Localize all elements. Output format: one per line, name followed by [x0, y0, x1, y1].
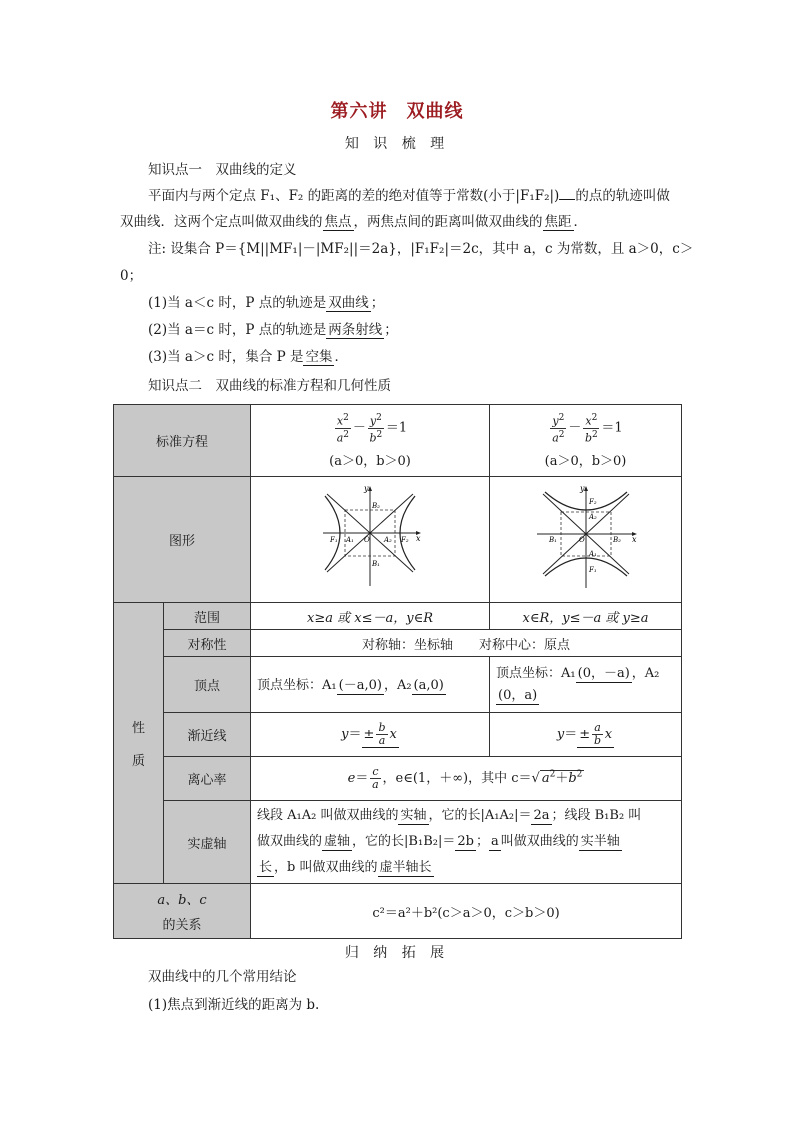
- row-relation: [114, 884, 682, 939]
- equation-formula: $\frac{x^2}{a^2}$ － $\frac{y^2}{b^2}$ ＝1: [336, 412, 408, 445]
- equation-vertical: [490, 405, 682, 477]
- row-eccentricity: [114, 757, 682, 801]
- svg-text:A₁: A₁: [588, 549, 597, 558]
- case-text: ；: [384, 322, 398, 338]
- axes-text: ，b 叫做双曲线的: [274, 860, 378, 875]
- conclusion-heading: 双曲线中的几个常用结论: [148, 969, 297, 985]
- svg-text:B₂: B₂: [612, 535, 621, 544]
- svg-text:O: O: [364, 535, 370, 544]
- axes-text: ；: [475, 834, 489, 849]
- case-text: (2)当 a＝c 时，P 点的轨迹是: [148, 322, 327, 338]
- fraction-x2-b2: $\frac{x^2}{b^2}$: [584, 412, 598, 445]
- case-text: (1)当 a＜c 时，P 点的轨迹是: [148, 295, 327, 311]
- blank-case-3: 空集: [305, 349, 333, 365]
- blank-imaginary-axis: 虚轴: [324, 834, 351, 849]
- blank-semi-imaginary-axis: 虚半轴长: [379, 860, 432, 875]
- blank-asymptote: ± $\frac{a}{b}$ x: [579, 720, 613, 747]
- axes-text: ，它的长|A₁A₂|＝: [428, 808, 532, 823]
- vertex-text: ，A₂: [631, 665, 660, 681]
- range-vertical: x∈R，y≤－a 或 y≥a: [490, 603, 682, 630]
- vertex-text: 顶点坐标：A₁: [257, 678, 337, 693]
- axes-description: [251, 801, 682, 884]
- page-title: 第六讲 双曲线: [330, 101, 464, 122]
- label-standard-equation: 标准方程: [114, 405, 251, 477]
- fraction-y2-a2: $\frac{y^2}{a^2}$: [552, 412, 565, 445]
- blank-focal-distance: 焦距: [544, 214, 572, 230]
- row-range: [114, 603, 682, 630]
- definition-line-1: [148, 186, 708, 206]
- hyperbola-vertical-figure: [531, 484, 641, 592]
- svg-text:B₁: B₁: [548, 535, 557, 544]
- row-asymptote: [114, 713, 682, 757]
- kp2-heading: 知识点二 双曲线的标准方程和几何性质: [148, 378, 391, 394]
- blank-asymptote: ± $\frac{b}{a}$ x: [363, 720, 397, 747]
- svg-text:F₂: F₂: [401, 535, 409, 544]
- asymptote-vertical: y＝ ± $\frac{a}{b}$ x: [490, 713, 682, 757]
- blank-a: a: [490, 834, 499, 849]
- section-heading-knowledge: 知 识 梳 理: [344, 136, 450, 152]
- svg-text:A₂: A₂: [588, 512, 597, 521]
- definition-text: 双曲线．这两个定点叫做双曲线的: [120, 214, 323, 230]
- svg-text:A₂: A₂: [384, 535, 392, 544]
- fraction-y2-b2: $\frac{y^2}{b^2}$: [369, 412, 383, 445]
- section-heading-extension: 归 纳 拓 展: [344, 945, 450, 961]
- svg-text:x: x: [416, 533, 421, 543]
- label-graph: 图形: [114, 477, 251, 603]
- blank-semi-real-axis: 实半轴: [580, 834, 620, 849]
- svg-text:B₂: B₂: [372, 501, 380, 510]
- conclusion-1: (1)焦点到渐近线的距离为 b.: [148, 997, 320, 1013]
- label-relation-line1: a、b、c: [157, 893, 207, 908]
- case-text: (3)当 a＞c 时，集合 P 是: [148, 349, 304, 365]
- svg-text:F₁: F₁: [330, 535, 338, 544]
- blank-focus: 焦点: [324, 214, 352, 230]
- range-horizontal: x≥a 或 x≤－a，y∈R: [251, 603, 490, 630]
- equation-tail: ＝1: [385, 420, 408, 436]
- relation-value: c²＝a²＋b²(c＞a＞0，c＞b＞0): [251, 884, 682, 939]
- definition-text: ，两焦点间的距离叫做双曲线的: [353, 214, 543, 230]
- blank-real-axis-length: 2a: [533, 808, 550, 823]
- axes-text: 叫做双曲线的: [500, 834, 579, 849]
- row-graph: [114, 477, 682, 603]
- axes-text: 线段 A₁A₂ 叫做双曲线的: [257, 808, 399, 823]
- svg-text:A₁: A₁: [346, 535, 354, 544]
- properties-table: [113, 404, 682, 939]
- blank-line: [559, 199, 575, 200]
- label-relation-line2: 的关系: [162, 918, 202, 933]
- blank-real-axis: 实轴: [400, 808, 427, 823]
- case-3: [148, 347, 708, 367]
- definition-text: 平面内与两个定点 F₁、F₂ 的距离的差的绝对值等于常数(小于|F₁F₂|): [148, 188, 560, 204]
- equation-condition: (a＞0，b＞0): [544, 454, 627, 470]
- svg-text:y: y: [579, 483, 585, 493]
- row-symmetry: [114, 630, 682, 657]
- equation-horizontal: [251, 405, 490, 477]
- vertex-text: ，A₂: [383, 678, 412, 693]
- svg-text:B₁: B₁: [372, 559, 380, 568]
- blank-semi-real-axis-cont: 长: [259, 860, 273, 875]
- kp1-heading: 知识点一 双曲线的定义: [148, 162, 297, 178]
- label-vertex: 顶点: [164, 657, 251, 713]
- blank-vertex-a2: (0，a): [498, 687, 538, 703]
- note-line-2: 0；: [120, 268, 143, 284]
- label-axes: 实虚轴: [164, 801, 251, 884]
- eccentricity-text: ，e∈(1，＋∞)，其中 c＝: [382, 771, 532, 786]
- vertex-text: 顶点坐标：A₁: [496, 665, 576, 681]
- note-line-1: 注: 设集合 P＝{M||MF₁|－|MF₂||＝2a}，|F₁F₂|＝2c，其中 a，c 为常数，且 a＞0，c＞: [148, 241, 694, 257]
- symmetry-value: 对称轴：坐标轴 对称中心：原点: [251, 630, 682, 657]
- label-properties-char1: 性: [131, 721, 145, 736]
- axes-text: ，它的长|B₁B₂|＝: [352, 834, 456, 849]
- svg-text:y: y: [364, 483, 369, 493]
- label-eccentricity: 离心率: [164, 757, 251, 801]
- label-relation: [114, 884, 251, 939]
- row-vertex: [114, 657, 682, 713]
- hyperbola-horizontal-figure: [315, 484, 425, 592]
- eccentricity-value: e＝ $\frac{c}{a}$ ，e∈(1，＋∞)，其中 c＝√ $a^2+b^2$: [251, 757, 682, 801]
- equation-formula: $\frac{y^2}{a^2}$ － $\frac{x^2}{b^2}$ ＝1: [552, 412, 623, 445]
- fraction-x2-a2: $\frac{x^2}{a^2}$: [336, 412, 350, 445]
- svg-text:F₂: F₂: [588, 497, 597, 506]
- svg-text:F₁: F₁: [588, 565, 597, 574]
- graph-vertical-cell: [490, 477, 682, 603]
- graph-horizontal-cell: [251, 477, 490, 603]
- svg-text:x: x: [631, 534, 637, 544]
- label-properties-char2: 质: [131, 754, 145, 769]
- definition-text: ．: [573, 214, 587, 230]
- label-asymptote: 渐近线: [164, 713, 251, 757]
- label-symmetry: 对称性: [164, 630, 251, 657]
- case-1: [148, 293, 708, 313]
- axes-text: 做双曲线的: [257, 834, 323, 849]
- vertex-vertical: [490, 657, 682, 713]
- label-range: 范围: [164, 603, 251, 630]
- blank-imaginary-axis-length: 2b: [457, 834, 474, 849]
- sqrt-a2-b2: $a^2+b^2$: [541, 769, 583, 786]
- case-text: ．: [334, 349, 348, 365]
- row-axes: [114, 801, 682, 884]
- label-properties: [114, 603, 164, 884]
- definition-line-2: [120, 212, 680, 232]
- svg-text:O: O: [578, 535, 585, 544]
- case-text: ；: [370, 295, 385, 311]
- row-standard-equation: [114, 405, 682, 477]
- vertex-horizontal: [251, 657, 490, 713]
- blank-case-1: 双曲线: [328, 295, 369, 311]
- definition-text-end: 的点的轨迹叫做: [575, 188, 670, 204]
- fraction-c-a: $\frac{c}{a}$: [372, 765, 379, 791]
- equation-condition: (a＞0，b＞0): [329, 454, 411, 470]
- blank-vertex-a1: (0，－a): [577, 665, 630, 681]
- blank-vertex-a1: (－a,0): [338, 678, 382, 693]
- case-2: [148, 320, 708, 340]
- asymptote-horizontal: y＝ ± $\frac{b}{a}$ x: [251, 713, 490, 757]
- equation-tail: ＝1: [601, 420, 623, 436]
- blank-vertex-a2: (a,0): [413, 678, 444, 693]
- axes-text: ；线段 B₁B₂ 叫: [551, 808, 642, 823]
- blank-case-2: 两条射线: [328, 322, 383, 338]
